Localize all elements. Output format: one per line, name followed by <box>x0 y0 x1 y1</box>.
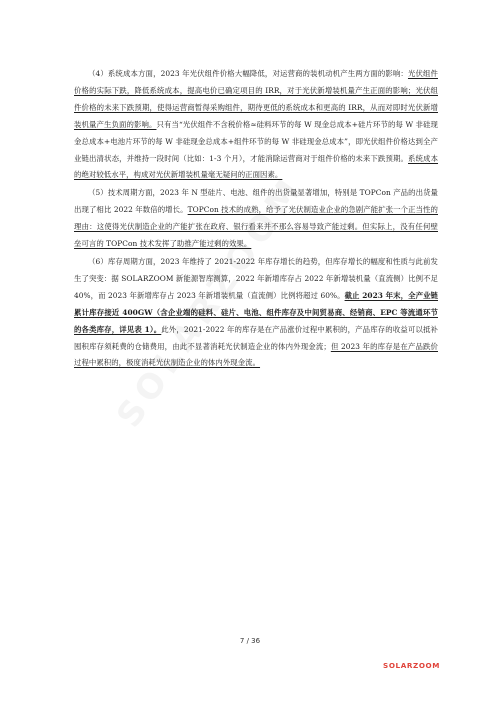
paragraph-inventory-cycle <box>74 254 438 372</box>
p3-underlined-2023: 但 2023 年的库存是在产品跌价过程中累积的，极度消耗光伏制造企业的体内外现金流。 <box>74 341 438 368</box>
paragraph-tech-cycle <box>74 185 438 253</box>
brand-logo: SOLARZOOM <box>383 661 440 670</box>
p3-bold-inventory: 截止 2023 年末，全产业链累计库存接近 400GW（含企业端的硅料、硅片、电池、组件库存及中间贸易商、经销商、EPC 等流通环节的各类库存，详见表 1）。 <box>74 290 438 334</box>
p1-condition: 只有当“光伏组件不含税价格≈硅料环节的每 W 现金总成本+硅片环节的每 W 非硅现金总成本+电池片环节的每 W 非硅现金总成本+组件环节的每 W 非硅现金总成本”，即光伏组件价格达到全产业链出清状态，并维持一段时间（比如：1-3 个月），才能消除运营商对于组件价格的未来下跌预期。 <box>74 119 438 163</box>
p1-intro: （4）系统成本方面，2023 年光伏组件价格大幅降低，对运营商的装机动机产生两方面的影响： <box>88 69 408 78</box>
document-body <box>74 66 438 373</box>
p1-underlined-impact: 光伏组件价格的实际下跌，降低系统成本，提高电价已确定项目的 IRR，对于光伏新增装机量产生正面的影响；光伏组件价格的未来下跌预期，使得运营商暂得采购组件，期待更低的系统成本和更高的 IRR，从而对即时光伏新增装机量产生负面的影响。 <box>74 69 438 129</box>
page-number: 7 / 36 <box>239 637 261 645</box>
p2-underlined-topcon: TOPCon 技术的成熟，给予了光伏制造业企业的急剧产能扩张一个正当性的理由：这使得光伏制造企业的产能扩张在政府、银行看来并不那么容易导致产能过剩。但实际上，没有任何壁垒可言的 TOPCon 技术发挥了助推产能过剩的效果。 <box>74 205 438 249</box>
p3-intro: （6）库存周期方面，2023 年维持了 2021-2022 年库存增长的趋势，但库存增长的幅度和性质与此前发生了突变：据 SOLARZOOM 新能源智库测算，2022 年新增库存占 2022 年新增装机量（直流侧）比例不足 40%，而 2023 年新增库存占 2023 年新增装机量（直流侧）比例将超过 60%。 <box>74 256 438 300</box>
p1-conclusion: 系统成本的绝对较低水平，构成对光伏新增装机量毫无疑问的正面因素。 <box>74 153 439 180</box>
paragraph-system-cost <box>74 66 438 184</box>
p2-intro: （5）技术周期方面，2023 年 N 型硅片、电池、组件的出货量显著增加，特别是 TOPCon 产品的出货量出现了相比 2022 年数倍的增长。 <box>74 188 438 215</box>
p3-past-inventory: 此外，2021-2022 年的库存是在产品涨价过程中累积的，产品库存的收益可以抵补囤积库存须耗费的仓储费用，由此不显著消耗光伏制造企业的体内外现金流； <box>74 324 438 351</box>
